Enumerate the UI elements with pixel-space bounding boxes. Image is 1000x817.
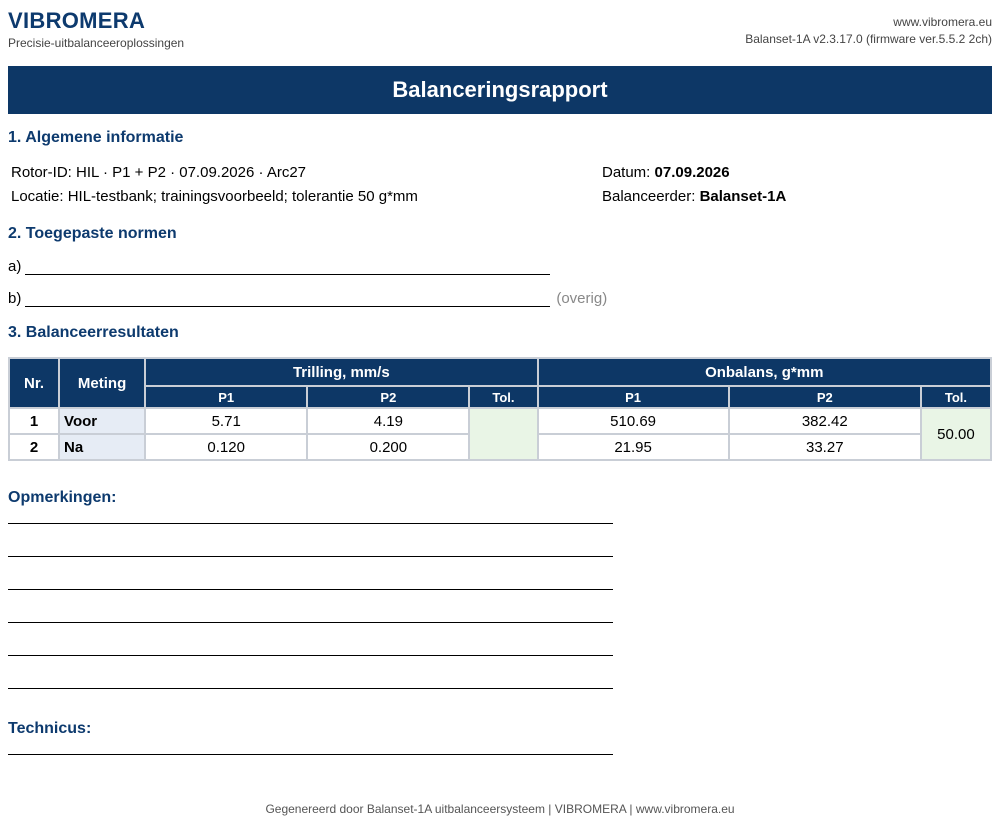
location-label: Locatie: [11,188,64,205]
date-value: 07.09.2026 [654,164,730,181]
results-table [8,357,992,461]
balancer-value: Balanset-1A [699,188,787,205]
row-vib-p2: 0.200 [307,434,469,460]
date-line [602,161,786,185]
version-text: Balanset-1A v2.3.17.0 (firmware ver.5.5.2 2ch) [745,32,992,46]
row-nr: 2 [9,434,59,460]
section-standards-title: 2. Toegepaste normen [8,225,177,242]
balancer-label: Balanceerder: [602,188,696,205]
standard-b-extra: (overig) [556,290,608,307]
table-row [9,408,991,434]
row-vib-p1: 0.120 [145,434,307,460]
technician-title: Technicus: [8,720,92,737]
remarks-line[interactable] [8,622,613,623]
technician-signature-line[interactable] [8,754,613,755]
date-label: Datum: [602,164,651,181]
brand-block [8,8,184,50]
section-results-title: 3. Balanceerresultaten [8,324,179,341]
remarks-title: Opmerkingen: [8,489,117,506]
remarks-line[interactable] [8,523,613,524]
brand-tagline: Precisie-uitbalanceeroplossingen [8,36,185,50]
row-unb-p1: 510.69 [538,408,729,434]
standard-a-label: a) [8,258,22,275]
table-subheader-row [9,386,991,408]
remarks-line[interactable] [8,655,613,656]
standard-a-blank[interactable] [25,260,550,275]
row-unb-p1: 21.95 [538,434,729,460]
general-info-right [602,161,786,209]
section-general-title: 1. Algemene informatie [8,129,184,146]
rotor-id-value: HIL · P1 + P2 · 07.09.2026 · Arc27 [76,164,307,181]
row-vib-p2: 4.19 [307,408,469,434]
header-vibration: Trilling, mm/s [145,358,537,386]
header-vib-p1: P1 [145,386,307,408]
website-text: www.vibromera.eu [893,15,992,29]
brand-name: VIBROMERA [8,8,146,33]
remarks-line[interactable] [8,688,613,689]
row-unb-p2: 33.27 [729,434,921,460]
unb-tol-cell: 50.00 [921,408,991,460]
row-unb-p2: 382.42 [729,408,921,434]
header-unbalance: Onbalans, g*mm [538,358,992,386]
row-vib-p1: 5.71 [145,408,307,434]
standard-b-label: b) [8,290,22,307]
header-meting: Meting [59,358,145,408]
row-meting: Na [59,434,145,460]
header-vib-tol: Tol. [469,386,537,408]
balancer-line [602,185,786,209]
rotor-id-label: Rotor-ID: [11,164,72,181]
report-title: Balanceringsrapport [8,66,992,114]
header-nr: Nr. [9,358,59,408]
header-unb-tol: Tol. [921,386,991,408]
standard-b-blank[interactable] [25,292,550,307]
row-meting: Voor [59,408,145,434]
standard-line-a [8,258,550,275]
standard-line-b [8,290,607,307]
header-meta [745,14,992,48]
remarks-line[interactable] [8,556,613,557]
header-unb-p2: P2 [729,386,921,408]
table-header-row [9,358,991,386]
vib-tol-cell [469,408,537,460]
footer-text: Gegenereerd door Balanset-1A uitbalanceersysteem | VIBROMERA | www.vibromera.eu [265,802,735,816]
location-value: HIL-testbank; trainingsvoorbeeld; tolerantie 50 g*mm [67,188,418,205]
header-vib-p2: P2 [307,386,469,408]
header-unb-p1: P1 [538,386,729,408]
remarks-line[interactable] [8,589,613,590]
location-line [11,185,418,209]
row-nr: 1 [9,408,59,434]
general-info-left [11,161,418,209]
rotor-id-line [11,161,418,185]
